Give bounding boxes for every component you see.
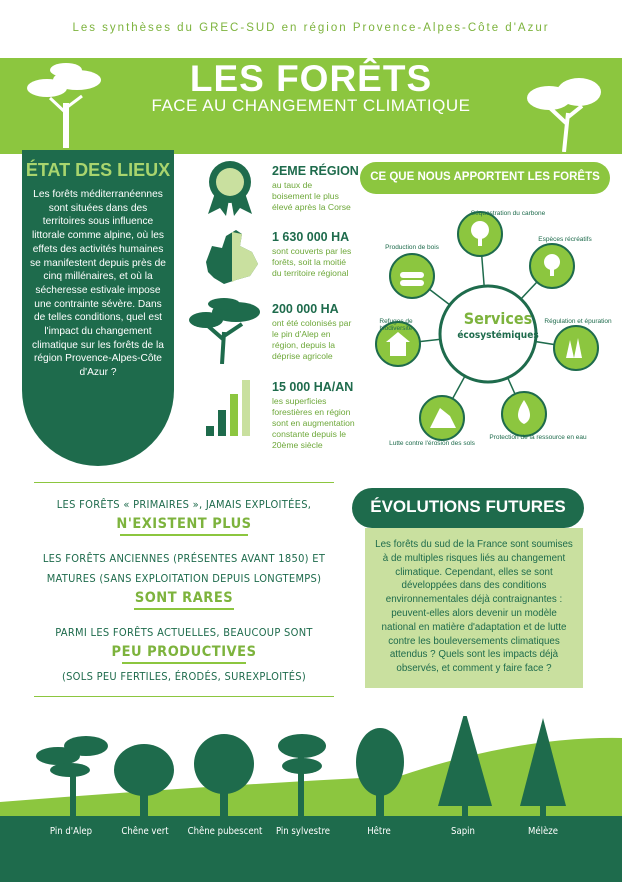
fact-2b: MATURES (SANS EXPLOITATION DEPUIS LONGTEMPS) — [46, 572, 322, 585]
stat-desc-4: les superficies forestières en région sont en augmentation constante depuis le 20ème siècle — [272, 396, 355, 450]
service-label-carbon: Séquestration du carbone — [470, 210, 546, 217]
tree-label-hetre: Hêtre — [367, 826, 391, 837]
tree-silhouettes — [0, 716, 622, 818]
service-label-water: Protection de la ressource en eau — [489, 434, 587, 441]
fact-3-emphasis: PEU PRODUCTIVES — [111, 644, 257, 660]
medal-icon — [200, 160, 260, 216]
stat-number-1: 2EME RÉGION — [272, 164, 359, 178]
fact-3b: (SOLS PEU FERTILES, ÉRODÉS, SUREXPLOITÉS) — [61, 670, 307, 683]
etat-title: ÉTAT DES LIEUX — [25, 160, 171, 180]
evolutions-text: Les forêts du sud de la France sont soumises à de multiples risques liés au changement climatique. Cependant, elles se sont développées dans des conditions environnementales déjà contraignantes : peuvent-elles alors devenir un modèle national en matière d'adaptation et de lutte contre les bouleversements climatiques attendus ? Quels sont les impacts déjà observés, et comment y faire face ? — [375, 539, 573, 675]
tree-label-pin-sylvestre: Pin sylvestre — [275, 826, 331, 837]
tagline: Les synthèses du GREC-SUD en région Provence-Alpes-Côte d'Azur — [72, 22, 550, 34]
bar-growth-icon — [206, 378, 252, 436]
etat-text: Les forêts méditerranéennes sont situées dans des territoires sous influence littorale comme alpine, où les effets des activités humaines se manifestent depuis près de cinq millénaires, et où la sécheresse estivale impose une contrainte sévère. Dans de telles conditions, quel est l'impact du changement climatique sur les forêts de la région Provence-Alpes-Côte d'Azur ? — [30, 189, 166, 379]
fact-2-underline — [134, 608, 234, 610]
tree-label-meleze: Mélèze — [527, 826, 559, 837]
service-label-biodiversity: Refuges de biodiversité — [379, 318, 413, 332]
facts-divider-bottom — [34, 696, 334, 697]
stat-desc-1: au taux de boisement le plus élevé après la Corse — [272, 180, 351, 212]
fact-3: PARMI LES FORÊTS ACTUELLES, BEAUCOUP SONT — [55, 626, 313, 639]
evolutions-title: ÉVOLUTIONS FUTURES — [370, 497, 566, 516]
services-center-subtitle: écosystémiques — [457, 330, 539, 341]
stat-desc-3: ont été colonisés par le pin d'Alep en région, depuis la déprise agricole — [272, 318, 352, 361]
stat-number-3: 200 000 HA — [272, 302, 339, 316]
page-subtitle: FACE AU CHANGEMENT CLIMATIQUE — [151, 96, 471, 115]
tree-label-pin-alep: Pin d'Alep — [49, 826, 93, 837]
fact-1-emphasis: N'EXISTENT PLUS — [116, 516, 252, 532]
services-pill-label: CE QUE NOUS APPORTENT LES FORÊTS — [370, 171, 600, 183]
facts-divider-top — [34, 482, 334, 483]
page-title: LES FORÊTS — [189, 58, 433, 99]
service-label-recreation: Espèces récréatifs — [538, 236, 592, 243]
fact-2-emphasis: SONT RARES — [134, 590, 234, 606]
fact-2a: LES FORÊTS ANCIENNES (PRÉSENTES AVANT 1850) ET — [42, 552, 326, 565]
region-map-icon — [202, 226, 264, 288]
stat-desc-2: sont couverts par les forêts, soit la moitié du territoire régional — [272, 246, 352, 278]
services-center-title: Services — [463, 309, 533, 328]
pine-icon — [188, 296, 264, 364]
tree-label-chene-vert: Chêne vert — [121, 826, 169, 837]
fact-3-underline — [122, 662, 246, 664]
fact-1: LES FORÊTS « PRIMAIRES », JAMAIS EXPLOITÉES, — [56, 498, 312, 511]
service-label-erosion: Lutte contre l'érosion des sols — [389, 440, 475, 447]
tree-label-chene-pubescent: Chêne pubescent — [187, 826, 263, 837]
stat-number-4: 15 000 HA/AN — [272, 380, 354, 394]
fact-1-underline — [120, 534, 248, 536]
tree-label-sapin: Sapin — [451, 826, 475, 837]
stat-number-2: 1 630 000 HA — [272, 230, 350, 244]
service-label-regulation: Régulation et épuration — [544, 318, 612, 325]
service-label-wood: Production de bois — [385, 244, 439, 251]
